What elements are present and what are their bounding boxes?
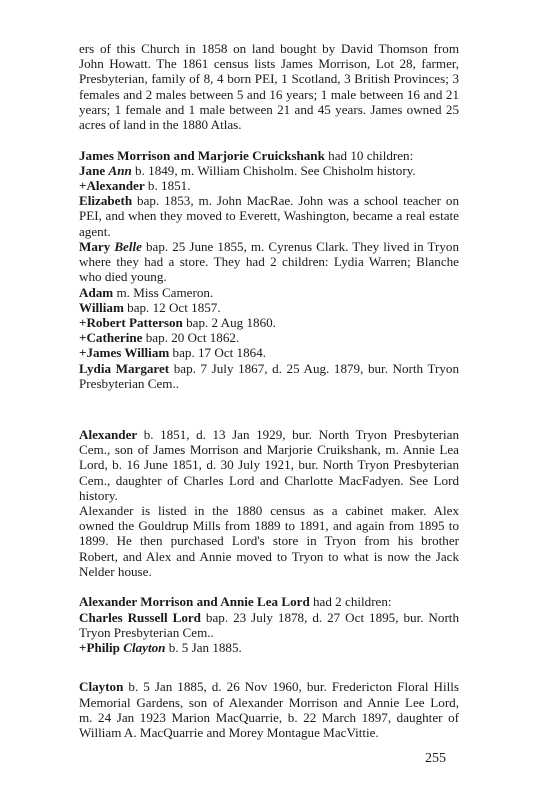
body-text: females and 2 males between 5 and 16 years; 1 male between 16 and 21 — [79, 87, 459, 102]
emphasis-text: Mary — [79, 239, 115, 254]
body-text: bap. 20 Oct 1862. — [142, 330, 240, 345]
body-text: William A. MacQuarrie and Morey Montague MacVittie. — [79, 725, 379, 740]
text-line — [79, 345, 459, 361]
emphasis-text: +Alexander — [79, 178, 145, 193]
emphasis-text: Alexander Morrison and Annie Lea Lord — [79, 594, 310, 609]
emphasis-text — [114, 239, 142, 254]
body-text: bap. 17 Oct 1864. — [169, 345, 267, 360]
emphasis-text: +Philip — [79, 640, 124, 655]
text-line — [79, 315, 459, 331]
text-line — [79, 361, 459, 377]
body-text: who died young. — [79, 269, 167, 284]
text-line — [79, 473, 459, 489]
text-line — [79, 148, 459, 164]
text-line — [79, 549, 459, 565]
text-line — [79, 503, 459, 519]
text-line — [79, 208, 459, 224]
body-text: b. 1851. — [144, 178, 191, 193]
emphasis-text: William — [79, 300, 124, 315]
text-line — [79, 224, 459, 240]
text-line — [79, 594, 459, 610]
body-text: owned the Gouldrup Mills from 1889 to 1891, and again from 1895 to — [79, 518, 459, 533]
body-text: b. 1851, d. 13 Jan 1929, bur. North Tryon Presbyterian — [137, 427, 459, 442]
text-line — [79, 442, 459, 458]
emphasis-text: +Robert Patterson — [79, 315, 183, 330]
body-text: Alexander is listed in the 1880 census as a cabinet maker. Alex — [79, 503, 459, 518]
body-text: PEI, and when they moved to Everett, Washington, became a real estate — [79, 208, 459, 223]
text-line — [79, 163, 459, 179]
body-text: Robert, and Alex and Annie moved to Tryon to what is now the Jack — [79, 549, 459, 564]
body-text: bap. 7 July 1867, d. 25 Aug. 1879, bur. North Tryon — [169, 361, 459, 376]
text-line — [79, 376, 459, 392]
body-text: Memorial Gardens, son of Alexander Morrison and Annie Lee Lord, — [79, 695, 459, 710]
text-line — [79, 710, 459, 726]
text-line — [79, 518, 459, 534]
text-line — [79, 564, 459, 580]
text-line — [79, 610, 459, 626]
text-line — [79, 87, 459, 103]
emphasis-text: Alexander — [79, 427, 138, 442]
body-text: bap. 25 June 1855, m. Cyrenus Clark. They lived in Tryon — [141, 239, 459, 254]
body-text: bap. 23 July 1878, d. 27 Oct 1895, bur. North — [200, 610, 459, 625]
text-line — [79, 625, 459, 641]
text-line — [79, 254, 459, 270]
body-text: m. 24 Jan 1923 Marion MacQuarrie, b. 22 March 1897, daughter of — [79, 710, 459, 725]
body-text: had 2 children: — [309, 594, 392, 609]
body-text: bap. 1853, m. John MacRae. John was a school teacher on — [132, 193, 459, 208]
body-text: b. 1849, m. William Chisholm. See Chisholm history. — [131, 163, 416, 178]
body-text: bap. 12 Oct 1857. — [123, 300, 221, 315]
text-line — [79, 41, 459, 57]
text-line — [79, 239, 459, 255]
emphasis-text: Clayton — [123, 640, 166, 655]
text-line — [79, 725, 459, 741]
body-text: Cem., son of James Morrison and Marjorie Cruikshank, m. Annie Lea — [79, 442, 459, 457]
emphasis-text: Charles Russell Lord — [79, 610, 201, 625]
body-text: Presbyterian, family of 8, 4 born PEI, 1 Scotland, 3 British Provinces; 3 — [79, 71, 459, 86]
text-line — [79, 178, 459, 194]
body-text: acres of land in the 1880 Atlas. — [79, 117, 242, 132]
emphasis-text: Belle — [114, 239, 142, 254]
emphasis-text: Adam — [79, 285, 114, 300]
body-text: Presbyterian Cem.. — [79, 376, 179, 391]
body-text: b. 5 Jan 1885, d. 26 Nov 1960, bur. Fredericton Floral Hills — [123, 679, 459, 694]
body-text: Lord, b. 16 June 1851, d. 30 July 1921, bur. North Tryon Presbyterian — [79, 457, 459, 472]
text-line — [79, 285, 459, 301]
emphasis-text — [123, 640, 165, 655]
body-text: where they had a store. They had 2 children: Lydia Warren; Blanche — [79, 254, 459, 269]
emphasis-text: Jane — [79, 163, 109, 178]
text-line — [79, 679, 459, 695]
body-text: ers of this Church in 1858 on land bought by David Thomson from — [79, 41, 459, 56]
body-text: agent. — [79, 224, 111, 239]
body-text: m. Miss Cameron. — [113, 285, 214, 300]
body-text: Nelder house. — [79, 564, 152, 579]
body-text: Cem., daughter of Charles Lord and Charlotte MacFadyen. See Lord — [79, 473, 459, 488]
text-line — [79, 330, 459, 346]
emphasis-text: Clayton — [79, 679, 124, 694]
body-text: 1899. He then purchased Lord's store in Tryon from his brother — [79, 533, 459, 548]
body-text: bap. 2 Aug 1860. — [182, 315, 276, 330]
text-line — [79, 640, 459, 656]
body-text: years; 1 female and 1 male between 21 and 45 years. James owned 25 — [79, 102, 459, 117]
emphasis-text — [108, 163, 131, 178]
text-line — [79, 56, 459, 72]
emphasis-text: +James William — [79, 345, 170, 360]
emphasis-text: Elizabeth — [79, 193, 133, 208]
text-line — [79, 269, 459, 285]
text-line — [79, 117, 459, 133]
body-text: b. 5 Jan 1885. — [165, 640, 242, 655]
text-line — [79, 533, 459, 549]
text-line — [79, 695, 459, 711]
page-number: 255 — [425, 751, 446, 766]
emphasis-text: +Catherine — [79, 330, 143, 345]
text-line — [79, 457, 459, 473]
body-text: John Howatt. The 1861 census lists James Morrison, Lot 28, farmer, — [79, 56, 459, 71]
text-line — [79, 102, 459, 118]
text-line — [79, 193, 459, 209]
text-line — [79, 300, 459, 316]
body-text: had 10 children: — [324, 148, 414, 163]
emphasis-text: Lydia Margaret — [79, 361, 170, 376]
body-text: history. — [79, 488, 118, 503]
emphasis-text: Ann — [108, 163, 132, 178]
text-line — [79, 488, 459, 504]
body-text: Tryon Presbyterian Cem.. — [79, 625, 214, 640]
text-line — [79, 427, 459, 443]
text-line — [79, 71, 459, 87]
emphasis-text: James Morrison and Marjorie Cruickshank — [79, 148, 325, 163]
